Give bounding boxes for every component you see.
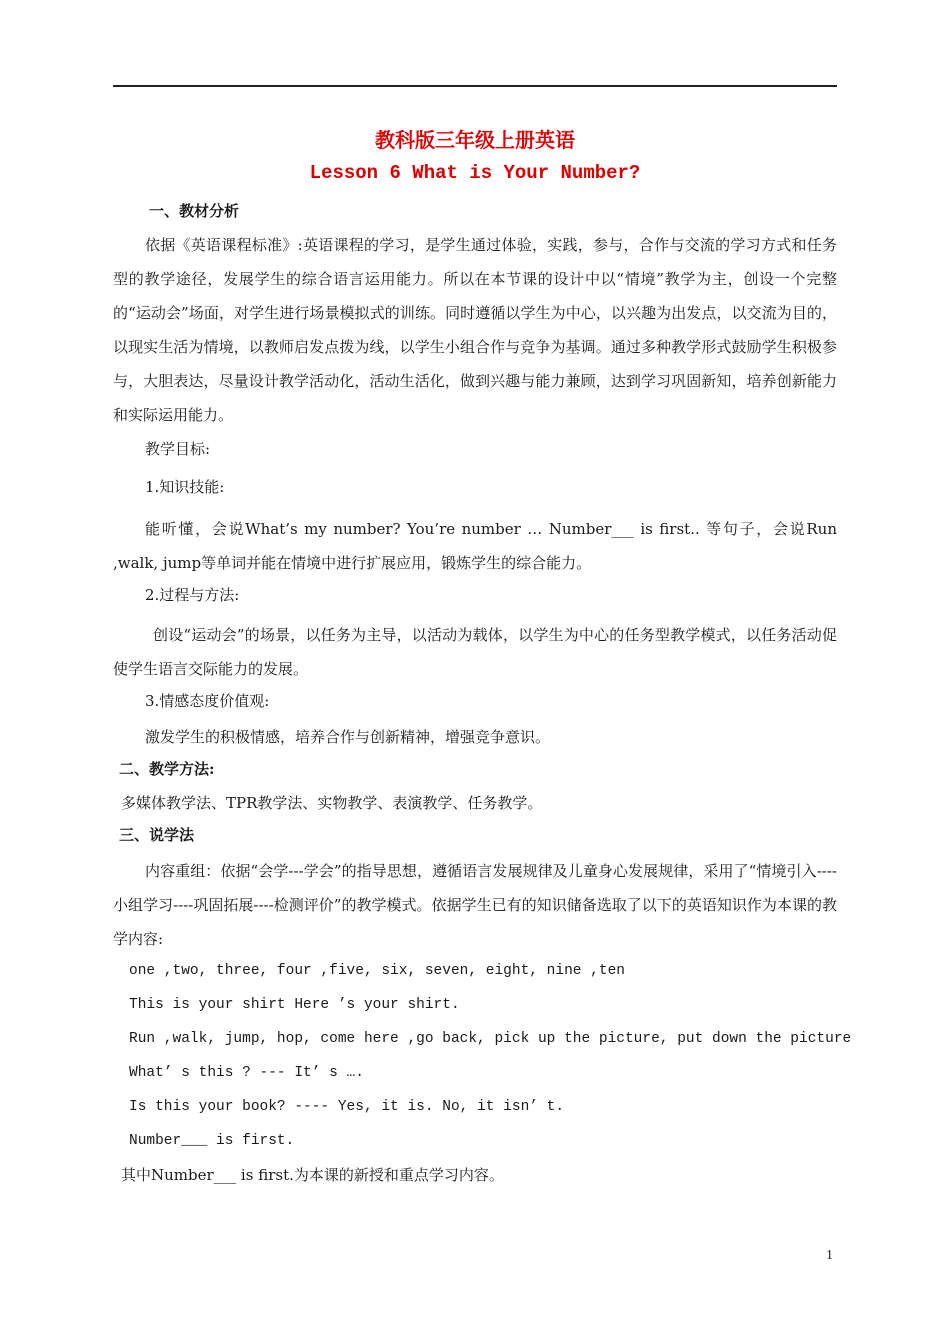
example-line: This is your shirt Here ’s your shirt. [129,997,460,1013]
goals-label: 教学目标: [145,440,211,458]
goal-1-label: 1.知识技能: [145,478,225,496]
goal-3-text: 激发学生的积极情感，培养合作与创新精神，增强竞争意识。 [145,728,551,746]
example-line: Is this your book? ---- Yes, it is. No, it isn’ t. [129,1099,565,1115]
goal-3-label: 3.情感态度价值观: [145,692,270,710]
goal-2-text: 创设“运动会”的场景，以任务为主导，以活动为载体，以学生为中心的任务型教学模式，以任务活动促使学生语言交际能力的发展。 [113,626,837,678]
closing-text: 其中Number___ is first.为本课的新授和重点学习内容。 [121,1166,504,1184]
header-rule [113,85,837,87]
example-line: Number___ is first. [129,1133,295,1149]
section-heading-1: 一、教材分析 [149,202,240,220]
section-heading-3: 三、说学法 [119,826,195,844]
goal-2-label: 2.过程与方法: [145,586,240,604]
methods-text: 多媒体教学法、TPR教学法、实物教学、表演教学、任务教学。 [121,794,543,812]
example-line: Run ,walk, jump, hop, come here ,go back, pick up the picture, put down the picture [129,1031,852,1047]
document-title: 教科版三年级上册英语 [375,128,575,152]
document-body [113,198,852,1196]
example-line: one ,two, three, four ,five, six, seven, eight, nine ,ten [129,963,625,979]
lesson-title: Lesson 6 What is Your Number? [309,162,641,184]
section-heading-2: 二、教学方法: [119,760,215,778]
learning-method-paragraph: 内容重组：依据“会学---学会”的指导思想，遵循语言发展规律及儿童身心发展规律，采用了“情境引入----小组学习----巩固拓展----检测评价”的教学模式。依据学生已有的知识储备选取了以下的英语知识作为本课的教学内容: [113,862,837,948]
page-number: 1 [826,1248,833,1263]
goal-1-text: 能听懂，会说What’s my number? You’re number … Number___ is first.. 等句子，会说Run ,walk, jump等单词并能在情境中进行扩展应用，锻炼学生的综合能力。 [113,520,837,572]
analysis-paragraph: 依据《英语课程标准》:英语课程的学习，是学生通过体验，实践，参与，合作与交流的学习方式和任务型的教学途径，发展学生的综合语言运用能力。所以在本节课的设计中以“情境”教学为主，创设一个完整的“运动会”场面，对学生进行场景模拟式的训练。同时遵循以学生为中心，以兴趣为出发点，以交流为目的，以现实生活为情境，以教师启发点拨为线，以学生小组合作与竞争为基调。通过多种教学形式鼓励学生积极参与，大胆表达，尽量设计教学活动化，活动生活化，做到兴趣与能力兼顾，达到学习巩固新知，培养创新能力和实际运用能力。 [113,236,837,424]
example-line: What’ s this ? --- It’ s …. [129,1065,364,1081]
